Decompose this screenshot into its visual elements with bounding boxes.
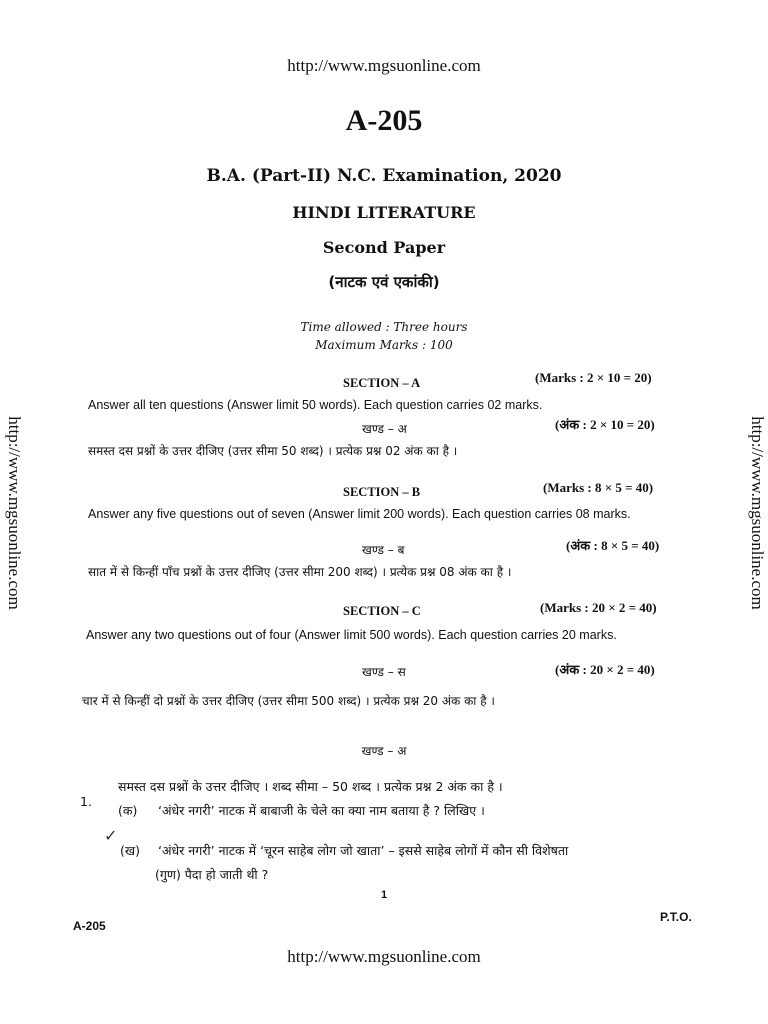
section-c-title: SECTION – C [343, 604, 421, 618]
section-a-hindi-marks: (अंक : 2 × 10 = 20) [555, 417, 655, 432]
section-a-hindi-title: खण्ड – अ [362, 422, 407, 436]
section-c-marks: (Marks : 20 × 2 = 40) [540, 600, 657, 615]
section-b-hindi-instruction: सात में से किन्हीं पाँच प्रश्नों के उत्तर दीजिए (उत्तर सीमा 200 शब्द) । प्रत्येक प्रश्न 08 अंक का है । [88, 565, 512, 579]
paper-hindi-title: (नाटक एवं एकांकी) [328, 273, 440, 291]
question-text: समस्त दस प्रश्नों के उत्तर दीजिए । शब्द सीमा – 50 शब्द । प्रत्येक प्रश्न 2 अंक का है । [118, 779, 503, 794]
subject-title: HINDI LITERATURE [292, 203, 476, 222]
footer-paper-code: A-205 [73, 919, 106, 933]
sub-question-label-ka: (क) [118, 803, 138, 818]
section-c-instruction: Answer any two questions out of four (Answer limit 500 words). Each question carries 20 marks. [86, 628, 617, 642]
exam-title: B.A. (Part-II) N.C. Examination, 2020 [206, 166, 562, 186]
sub-question-text-ka: ‘अंधेर नगरी’ नाटक में बाबाजी के चेले का क्या नाम बताया है ? लिखिए । [158, 803, 485, 818]
paper-code: A-205 [345, 104, 423, 137]
section-a-marks: (Marks : 2 × 10 = 20) [535, 370, 652, 385]
section-b-instruction: Answer any five questions out of seven (Answer limit 200 words). Each question carries 08 marks. [88, 507, 631, 521]
pen-tick-icon: ✓ [104, 826, 118, 845]
maximum-marks: Maximum Marks : 100 [315, 338, 453, 352]
section-a-instruction: Answer all ten questions (Answer limit 50 words). Each question carries 02 marks. [88, 398, 543, 412]
section-a-hindi-instruction: समस्त दस प्रश्नों के उत्तर दीजिए (उत्तर सीमा 50 शब्द) । प्रत्येक प्रश्न 02 अंक का है । [88, 444, 458, 458]
section-a-title: SECTION – A [343, 376, 421, 390]
time-allowed: Time allowed : Three hours [300, 320, 468, 334]
paper-title: Second Paper [322, 238, 446, 257]
watermark-url-right: http://www.mgsuonline.com [748, 416, 767, 610]
section-b-hindi-title: खण्ड – ब [362, 543, 405, 557]
watermark-url-bottom: http://www.mgsuonline.com [287, 947, 481, 966]
section-b-title: SECTION – B [343, 485, 421, 499]
section-c-hindi-marks: (अंक : 20 × 2 = 40) [555, 662, 655, 677]
section-b-marks: (Marks : 8 × 5 = 40) [543, 480, 654, 495]
watermark-url-top: http://www.mgsuonline.com [287, 56, 481, 75]
sub-question-text-kha-cont: (गुण) पैदा हो जाती थी ? [155, 867, 269, 882]
part-a-heading: खण्ड – अ [361, 744, 407, 758]
section-b-hindi-marks: (अंक : 8 × 5 = 40) [566, 538, 660, 553]
watermark-url-left: http://www.mgsuonline.com [5, 416, 24, 610]
section-c-hindi-title: खण्ड – स [362, 665, 406, 679]
sub-question-label-kha: (ख) [120, 843, 140, 858]
question-number: 1. [80, 794, 92, 809]
pto-label: P.T.O. [660, 910, 692, 924]
page-number: 1 [380, 889, 388, 901]
sub-question-text-kha: ‘अंधेर नगरी’ नाटक में ‘चूरन साहेब लोग जो खाता’ – इससे साहेब लोगों में कौन सी विशेषता [158, 843, 569, 858]
section-c-hindi-instruction: चार में से किन्हीं दो प्रश्नों के उत्तर दीजिए (उत्तर सीमा 500 शब्द) । प्रत्येक प्रश्न 20 अंक का है । [82, 694, 495, 708]
